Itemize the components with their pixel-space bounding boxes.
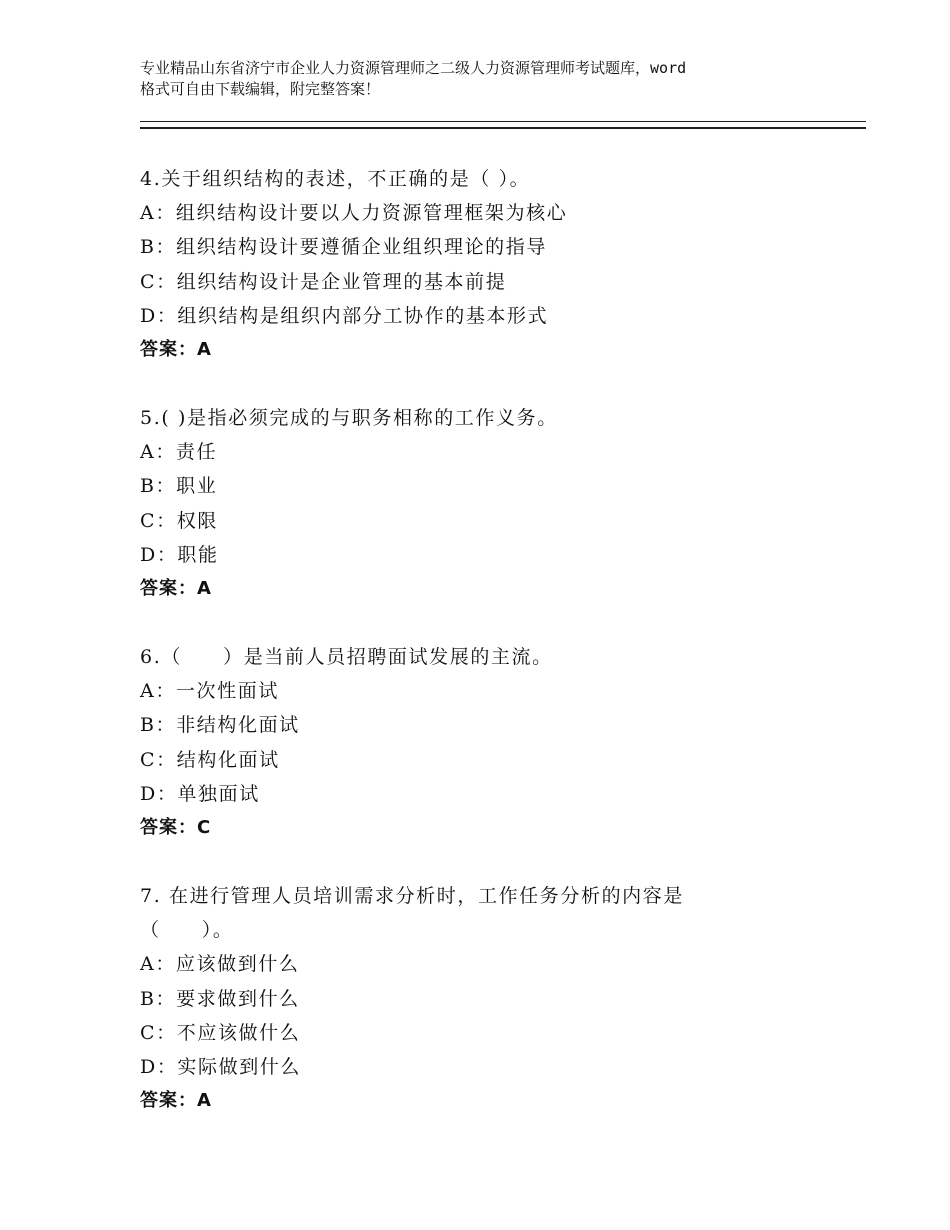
- question-stem: 4.关于组织结构的表述，不正确的是（ ）。: [140, 168, 531, 190]
- option-d: D：实际做到什么: [140, 1056, 302, 1079]
- option-b: B：要求做到什么: [140, 987, 300, 1010]
- document-header: [140, 58, 840, 100]
- question-stem: 6.（ ）是当前人员招聘面试发展的主流。: [140, 646, 553, 669]
- option-d: D：职能: [140, 543, 219, 566]
- answer-label: 答案：A: [140, 578, 212, 600]
- option-c: C：权限: [140, 509, 218, 532]
- answer-label: 答案：C: [140, 817, 212, 839]
- option-c: C：结构化面试: [140, 748, 280, 771]
- question-stem: 7. 在进行管理人员培训需求分析时，工作任务分析的内容是（ ）。: [140, 885, 684, 942]
- option-a: A：组织结构设计要以人力资源管理框架为核心: [140, 202, 568, 225]
- option-d: D：单独面试: [140, 782, 260, 805]
- question-item: [140, 640, 860, 845]
- option-b: B：组织结构设计要遵循企业组织理论的指导: [140, 236, 547, 259]
- answer-label: 答案：A: [140, 1090, 212, 1112]
- question-stem: 5.( )是指必须完成的与职务相称的工作义务。: [140, 407, 558, 430]
- header-divider: [140, 121, 866, 129]
- question-item: [140, 879, 860, 1118]
- option-a: A：应该做到什么: [140, 953, 300, 976]
- answer-label: 答案：A: [140, 339, 212, 361]
- option-c: C：组织结构设计是企业管理的基本前提: [140, 270, 507, 293]
- option-b: B：职业: [140, 475, 218, 498]
- question-list: [140, 162, 860, 1152]
- header-title-line-1: 专业精品山东省济宁市企业人力资源管理师之二级人力资源管理师考试题库，word: [140, 59, 687, 77]
- option-c: C：不应该做什么: [140, 1021, 301, 1044]
- question-item: [140, 401, 860, 606]
- header-title-line-2: 格式可自由下载编辑，附完整答案！: [140, 80, 381, 98]
- option-b: B：非结构化面试: [140, 714, 300, 737]
- option-a: A：责任: [140, 441, 218, 464]
- question-item: [140, 162, 860, 367]
- option-d: D：组织结构是组织内部分工协作的基本形式: [140, 304, 549, 327]
- option-a: A：一次性面试: [140, 680, 279, 703]
